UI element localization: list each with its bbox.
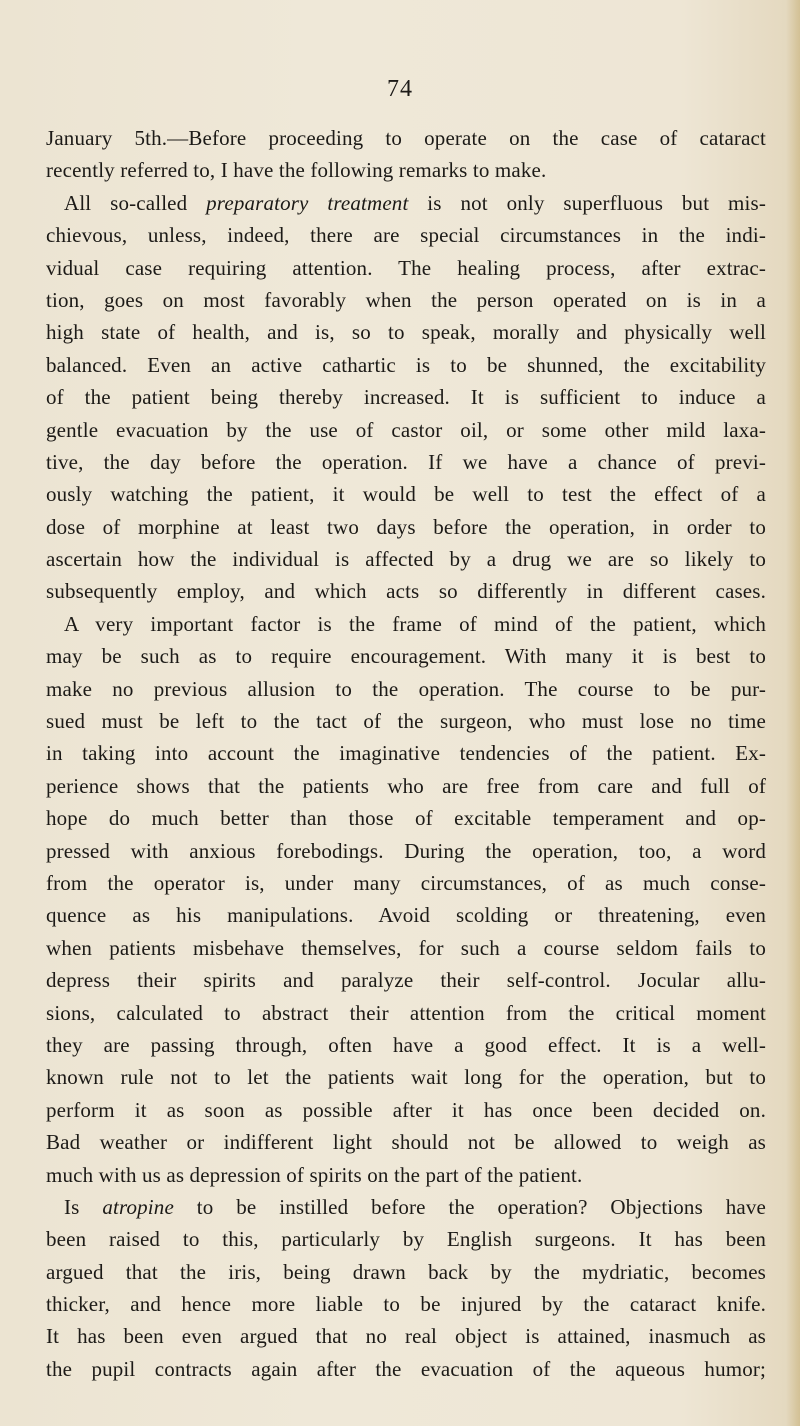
text-line-25: quence as his manipulations. Avoid scolding or threatening, even	[46, 903, 766, 928]
text-line-38: It has been even argued that no real object is attained, inasmuch as	[46, 1324, 766, 1349]
text-line-26: when patients misbehave themselves, for such a course seldom fails to	[46, 935, 766, 960]
text-line-34	[46, 1191, 766, 1223]
text-line-2: recently referred to, I have the following remarks to make.	[46, 158, 547, 183]
text-line-39: the pupil contracts again after the evacuation of the aqueous humor;	[46, 1356, 766, 1381]
text-line-22: hope do much better than those of excitable temperament and op-	[46, 806, 766, 831]
text-line-28: sions, calculated to abstract their attention from the critical moment	[46, 1000, 766, 1025]
text-line-27: depress their spirits and paralyze their self-control. Jocular allu-	[46, 968, 766, 993]
text-line-31: perform it as soon as possible after it has once been decided on.	[46, 1097, 766, 1122]
body-text	[46, 122, 766, 1385]
text-line-19: sued must be left to the tact of the surgeon, who must lose no time	[46, 709, 766, 734]
text-line-21: perience shows that the patients who are free from care and full of	[46, 773, 766, 798]
text-line-18: make no previous allusion to the operation. The course to be pur-	[46, 676, 766, 701]
text-line-15: subsequently employ, and which acts so differently in different cases.	[46, 579, 766, 604]
page-edge-shadow	[786, 0, 800, 1426]
text-line-10: gentle evacuation by the use of castor oil, or some other mild laxa-	[46, 417, 766, 442]
text-line-6: tion, goes on most favorably when the person operated on is in a	[46, 287, 766, 312]
text-line-29: they are passing through, often have a good effect. It is a well-	[46, 1032, 766, 1057]
text-line-20: in taking into account the imaginative tendencies of the patient. Ex-	[46, 741, 766, 766]
text-line-17: may be such as to require encouragement. With many it is best to	[46, 644, 766, 669]
text-line-14: ascertain how the individual is affected by a drug we are so likely to	[46, 547, 766, 572]
text-line-32: Bad weather or indifferent light should not be allowed to weigh as	[46, 1130, 766, 1155]
text-line-16: A very important factor is the frame of mind of the patient, which	[64, 611, 766, 636]
text-line-23: pressed with anxious forebodings. During the operation, too, a word	[46, 838, 766, 863]
text-line-3-c: is not only superfluous but mis-	[408, 190, 766, 215]
text-line-24: from the operator is, under many circumstances, of as much conse-	[46, 870, 766, 895]
text-line-35: been raised to this, particularly by English surgeons. It has been	[46, 1227, 766, 1252]
text-line-33: much with us as depression of spirits on the part of the patient.	[46, 1162, 583, 1187]
text-line-13: dose of morphine at least two days before the operation, in order to	[46, 514, 766, 539]
text-line-34-c: to be instilled before the operation? Objections have	[173, 1194, 766, 1219]
emphasis-preparatory-treatment: preparatory treatment	[206, 190, 409, 215]
text-line-3-a: All so-called	[64, 190, 207, 215]
emphasis-atropine: atropine	[102, 1194, 174, 1219]
text-line-1: January 5th.—Before proceeding to operate on the case of cataract	[46, 126, 766, 150]
text-line-7: high state of health, and is, so to speak, morally and physically well	[46, 320, 766, 345]
text-line-34-a: Is	[64, 1194, 103, 1219]
page-number: 74	[387, 76, 413, 102]
text-line-30: known rule not to let the patients wait long for the operation, but to	[46, 1065, 766, 1090]
text-line-3	[46, 187, 766, 219]
text-line-4: chievous, unless, indeed, there are special circumstances in the indi-	[46, 223, 766, 248]
text-line-11: tive, the day before the operation. If we have a chance of previ-	[46, 449, 766, 474]
text-line-9: of the patient being thereby increased. It is sufficient to induce a	[46, 385, 766, 410]
text-line-37: thicker, and hence more liable to be injured by the cataract knife.	[46, 1292, 766, 1317]
text-line-8: balanced. Even an active cathartic is to be shunned, the excitability	[46, 352, 766, 377]
text-line-5: vidual case requiring attention. The healing process, after extrac-	[46, 255, 766, 280]
text-line-12: ously watching the patient, it would be well to test the effect of a	[46, 482, 766, 507]
text-line-36: argued that the iris, being drawn back by the mydriatic, becomes	[46, 1259, 766, 1284]
